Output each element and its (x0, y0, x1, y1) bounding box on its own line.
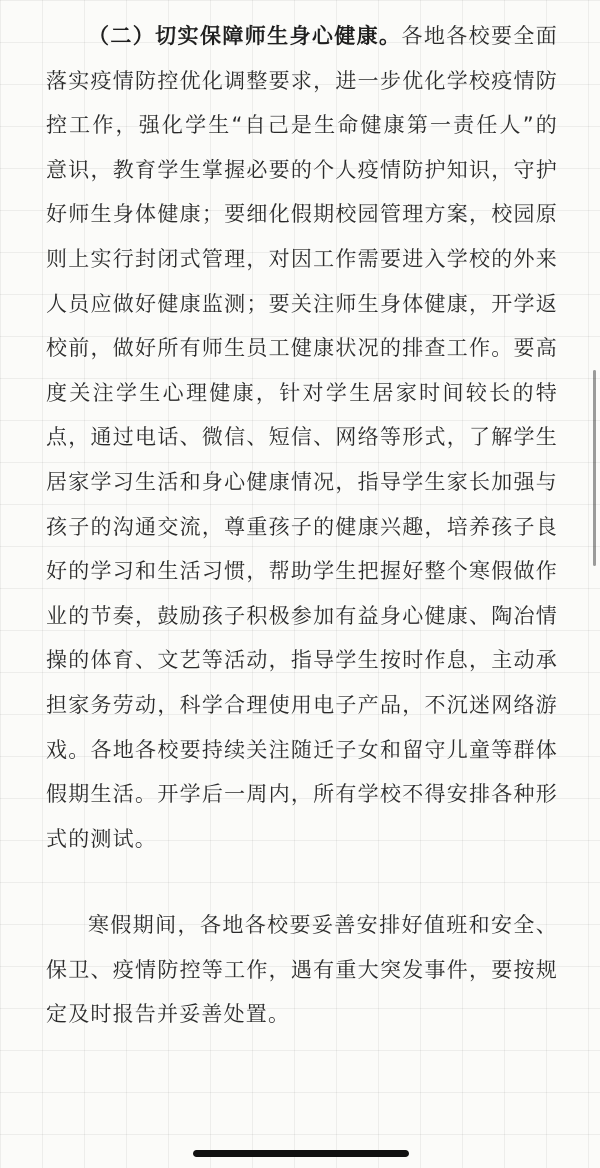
document-content (46, 14, 558, 1037)
paragraph-winter-break: 寒假期间，各地各校要妥善安排好值班和安全、保卫、疫情防控等工作，遇有重大突发事件，要按规定及时报告并妥善处置。 (46, 913, 558, 1027)
paragraph-health (46, 14, 558, 861)
section-heading: （二）切实保障师生身心健康。 (88, 24, 402, 48)
paragraph-spacer (46, 861, 558, 903)
scroll-indicator[interactable] (593, 370, 596, 566)
home-indicator[interactable] (193, 1150, 409, 1157)
paragraph-body: 各地各校要全面落实疫情防控优化调整要求，进一步优化学校疫情防控工作，强化学生“自己是生命健康第一责任人”的意识，教育学生掌握必要的个人疫情防护知识，守护好师生身体健康；要细化假期校园管理方案，校园原则上实行封闭式管理，对因工作需要进入学校的外来人员应做好健康监测；要关注师生身体健康，开学返校前，做好所有师生员工健康状况的排查工作。要高度关注学生心理健康，针对学生居家时间较长的特点，通过电话、微信、短信、网络等形式，了解学生居家学习生活和身心健康情况，指导学生家长加强与孩子的沟通交流，尊重孩子的健康兴趣，培养孩子良好的学习和生活习惯，帮助学生把握好整个寒假做作业的节奏，鼓励孩子积极参加有益身心健康、陶冶情操的体育、文艺等活动，指导学生按时作息，主动承担家务劳动，科学合理使用电子产品，不沉迷网络游戏。各地各校要持续关注随迁子女和留守儿童等群体假期生活。开学后一周内，所有学校不得安排各种形式的测试。 (46, 24, 558, 851)
